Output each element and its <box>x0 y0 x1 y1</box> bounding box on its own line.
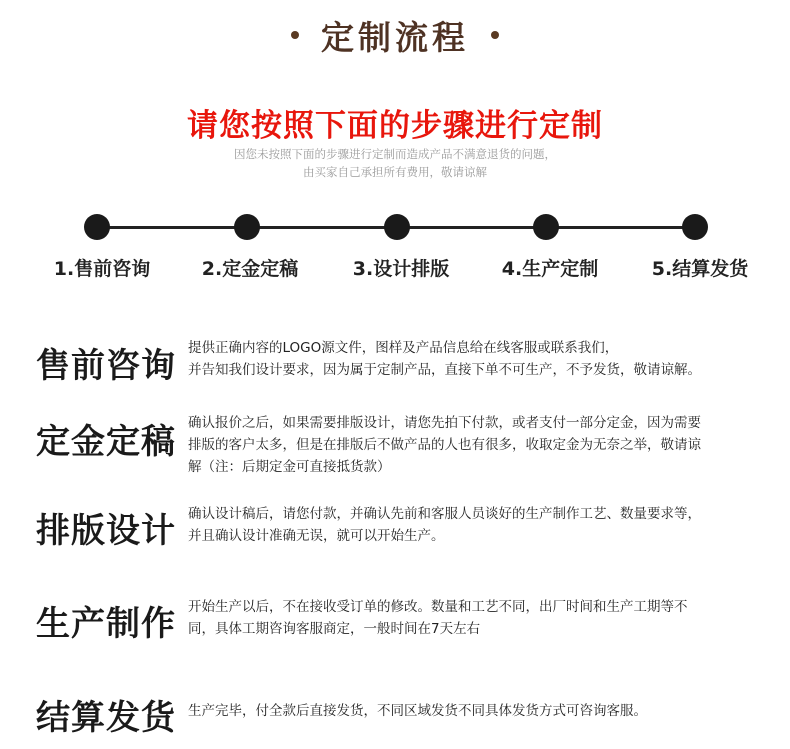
step-label: 1.售前咨询 <box>53 258 151 280</box>
section-title: 结算发货 <box>36 698 176 738</box>
notice-text <box>0 145 790 181</box>
section-description <box>188 596 763 640</box>
section-line: 同，具体工期咨询客服商定，一般时间在7天左右 <box>188 621 481 637</box>
page-header <box>0 12 790 58</box>
step-label: 3.设计排版 <box>352 258 450 280</box>
step-dot-icon <box>84 214 110 240</box>
section-description <box>188 700 763 722</box>
step-label: 4.生产定制 <box>501 258 599 280</box>
section-line: 解（注：后期定金可直接抵货款） <box>188 459 391 475</box>
step-label: 2.定金定稿 <box>201 258 299 280</box>
section-line: 生产完毕，付全款后直接发货，不同区域发货不同具体发货方式可咨询客服。 <box>188 703 647 719</box>
section-line: 确认设计稿后，请您付款，并确认先前和客服人员谈好的生产制作工艺、数量要求等， <box>188 506 701 522</box>
section-line: 并且确认设计准确无误，就可以开始生产。 <box>188 528 445 544</box>
notice-line: 因您未按照下面的步骤进行定制而造成产品不满意退货的问题， <box>234 147 556 161</box>
section-title: 定金定稿 <box>36 422 176 462</box>
section-line: 排版的客户太多，但是在排版后不做产品的人也有很多，收取定金为无奈之举，敬请谅 <box>188 437 701 453</box>
section-title: 售前咨询 <box>36 346 176 386</box>
section-line: 提供正确内容的LOGO源文件，图样及产品信息给在线客服或联系我们， <box>188 340 619 356</box>
section-line: 并告知我们设计要求，因为属于定制产品，直接下单不可生产，不予发货，敬请谅解。 <box>188 362 701 378</box>
bullet-dot-icon <box>491 31 499 39</box>
section-description <box>188 503 763 547</box>
step-dot-icon <box>533 214 559 240</box>
page-subtitle: 请您按照下面的步骤进行定制 <box>187 108 603 144</box>
section-description <box>188 337 763 381</box>
step-dot-icon <box>682 214 708 240</box>
section-line: 确认报价之后，如果需要排版设计，请您先拍下付款，或者支付一部分定金，因为需要 <box>188 415 701 431</box>
step-dot-icon <box>234 214 260 240</box>
page-title: 定制流程 <box>321 17 469 57</box>
section-title: 排版设计 <box>36 511 176 551</box>
step-dot-icon <box>384 214 410 240</box>
section-title: 生产制作 <box>36 604 176 644</box>
notice-line: 由买家自己承担所有费用，敬请谅解 <box>303 165 487 179</box>
step-label: 5.结算发货 <box>651 258 749 280</box>
bullet-dot-icon <box>291 31 299 39</box>
section-description <box>188 412 763 478</box>
section-line: 开始生产以后，不在接收受订单的修改。数量和工艺不同，出厂时间和生产工期等不 <box>188 599 688 615</box>
